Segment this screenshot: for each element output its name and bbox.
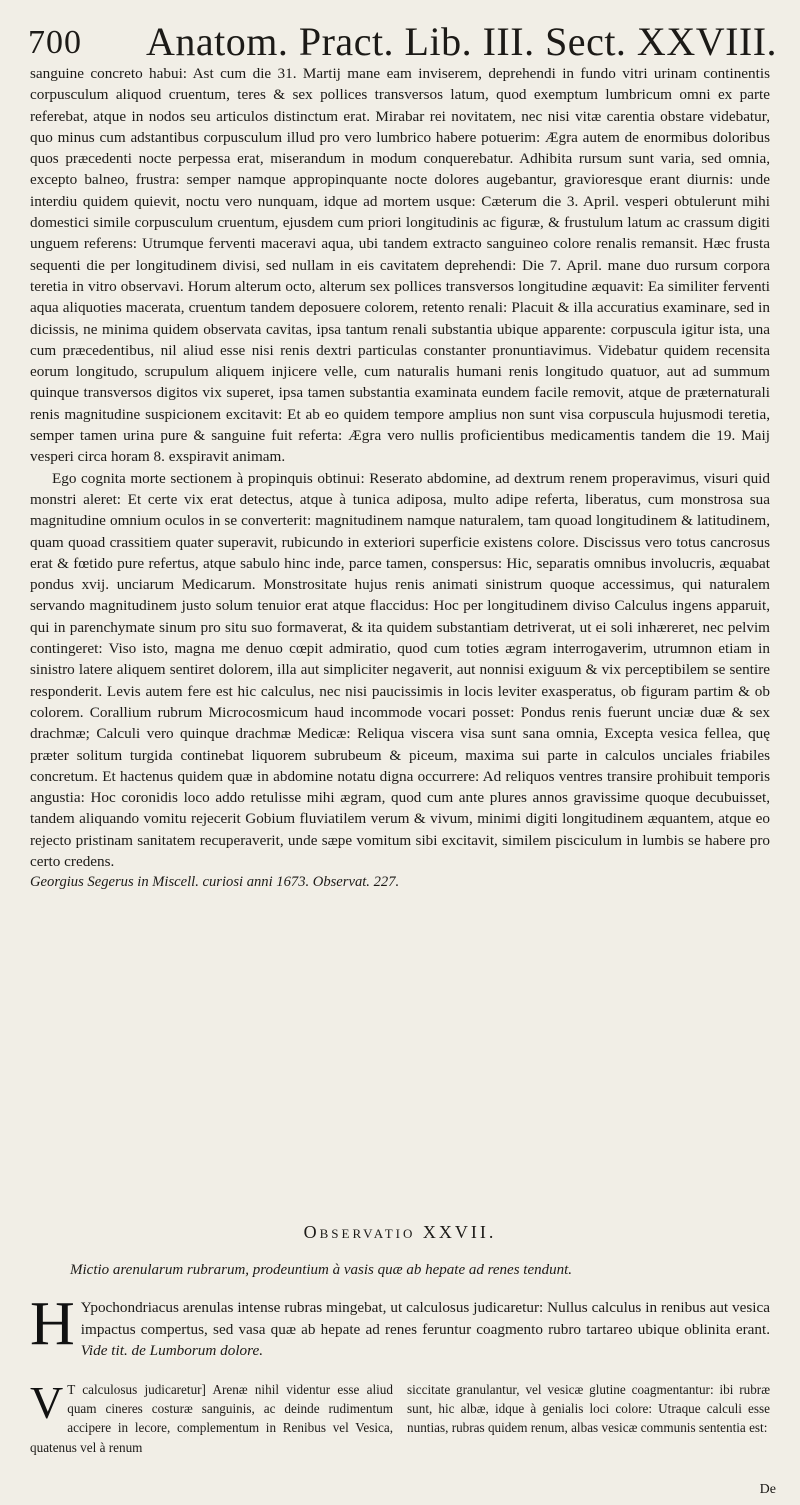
paragraph-continuation: sanguine concreto habui: Ast cum die 31. Martij mane eam inviserem, deprehendi in fundo vitri urinam continentis corpusculum aliquod cruentum, teres & sex pollices transversos latum, quod exemptum lumbricum omni ex parte referebat, atque in nodos seu articulos distinctum erat. Mirabar rei novitatem, nec nisi vitæ carentia obstare videbatur, quo minus cum adstantibus corpusculum illud pro vero lumbrico habere potuerim: Ægra autem de enormibus doloribus quos præcedenti nocte perpessa erat, miserandum in modum conquerebatur. Adhibita rursum sunt varia, sed omnia, excepto balneo, frustra: semper namque appropinquante nocte dolores augebantur, gravioresque erant diurnis: unde interdiu quidem quievit, noctu vero nunquam, idque ad mortem usque: Cæterum die 3. April. vesperi obtulerunt mihi domestici simile corpusculum cruentum, ejusdem cum priori longitudinis ac figuræ, & frustulum latum ac crassum digiti unguem referens: Utrumque ferventi maceravi aqua, ubi tandem extracto sanguineo colore renalis remansit. Hæc frusta sequenti die per longitudinem divisi, sed nullam in eis cavitatem deprehendi: Die 7. April. mane duo rursum corpora teretia in vitro observavi. Horum alterum octo, alterum sex pollices transversos longitudine æquavit: Ea similiter ferventi aqua aliquoties macerata, cruentum tandem deposuere colorem, retento renali: Placuit & illa accuratius examinare, sed in dicissis, ne minima quidem observata cavitas, ipsa tantum renali substantia ubique apparente: corpuscula igitur ista, una cum præcedentibus, nil aliud esse nisi renis dextri particulas constanter pronuntiavimus. Videbatur quidem recensita eorum longitudo, scrupulum aliquem injicere velle, cum naturalis humani renis longitudo quatuor, aut ad summum quinque transversos digitos vix superet, ipsa tamen substantia examinata eundem facile removit, atque de præternaturali renis magnitudine suspicionem excitavit: Et ab eo quidem tempore amplius non sunt visa corpuscula hujusmodi teretia, semper tamen urina pure & sanguine fuit referta: Ægra vero nullis proficientibus medicamentis tandem die 19. Maij vesperi circa horam 8. exspiravit animam. bbox=[30, 65, 770, 466]
cross-reference: Vide tit. de Lumborum dolore. bbox=[80, 1342, 264, 1359]
paragraph-dissection: Ego cognita morte sectionem à propinquis obtinui: Reserato abdomine, ad dextrum renem properavimus, visuri quid monstri aleret: Et certe vix erat detectus, atque à tunica adiposa, multo adipe referta, liberatus, cum monstrosa sua magnitudine omnium oculos in se converterit: magnitudinem namque naturalem, tam quoad longitudinem & latitudinem, quam quoad crassitiem quater superavit, rubicundo in exteriori superficie existens colore. Discissus vero totus cancrosus erat & fœtido pure refertus, atque sabulo hinc inde, parce tamen, conspersus: Hic, separatis omnibus involucris, æquabat pondus xvij. unciarum Medicarum. Monstrositate hujus renis animati sinistrum quoque accessimus, qui naturalem servando magnitudinem justo solum tenuior erat atque flaccidus: Hoc per longitudinem diviso Calculus ingens apparuit, qui in parenchymate sinum pro situ suo formaverat, & ita quidem substantiam detriverat, ut ei soli inhæreret, nec pelvim contingeret: Viso isto, magna me denuo cœpit admiratio, quod cum toties ægram interrogaverim, utrumnon etiam in sinistro latere aliquem sentiret dolorem, illa aut simpliciter negaverit, aut nonnisi exiguum & vix perceptibilem se sentire responderit. Levis autem fere est hic calculus, nec nisi paucissimis in locis leviter exasperatus, ob figuram partim & ob colorem. Corallium rubrum Microcosmicum haud incommode vocari posset: Pondus renis fuerunt unciæ duæ & sex drachmæ; Calculi vero quinque drachmæ Medicæ: Reliqua viscera visa sunt sana omnia, Excepta vesica fellea, quę præter solitum turgida continebat liquorem subrubeum & piceum, maxima sui parte in calculos unciales friabiles concretum. Et hactenus quidem quæ in abdomine notatu digna occurrere: Ad reliquos ventres transire prohibuit temporis angustia: Hoc coronidis loco addo retulisse mihi ægram, quod cum ante plures annos gravissime quoque decubuisset, tandem aliquando vomitu rejecerit Gobium fluviatilem verum & vivum, minimi digiti longitudinem æquantem, atque eo rejecto pristinam sanitatem recuperaverit, unde sæpe vomitum sibi excitavit, similem pisciculum in lumbis se habere pro certo credens. bbox=[30, 469, 770, 870]
commentary-notes bbox=[30, 1377, 770, 1457]
running-head: Anatom. Pract. Lib. III. Sect. XXVIII. bbox=[146, 19, 778, 64]
observation-title: Observatio XXVII. bbox=[303, 1222, 497, 1242]
catchword: De bbox=[759, 1482, 776, 1497]
page-number: 700 bbox=[28, 24, 82, 61]
observation-dropcap: H bbox=[30, 1290, 75, 1358]
notes-dropcap: V bbox=[30, 1377, 64, 1428]
observation-subtitle: Mictio arenularum rubrarum, prodeuntium à vasis quæ ab hepate ad renes tendunt. bbox=[70, 1262, 573, 1278]
main-text bbox=[30, 63, 770, 894]
notes-left-text: T calculosus judicaretur] Arenæ nihil videntur esse aliud quam cineres costuræ sanguinis, ac deinde rudimentum accipere in lecore, complementum in Renibus vel Vesica, quatenus vel à renum bbox=[30, 1382, 393, 1455]
observation-text bbox=[30, 1290, 770, 1362]
observation-body: Ypochondriacus arenulas intense rubras mingebat, ut calculosus judicaretur: Nullus calculus in renibus aut vesica impactus compertus, sed vasa quæ ab hepate ad renes feruntur coagmento rubro tartareo ubique oblinita erant. bbox=[80, 1299, 770, 1338]
notes-right-text: siccitate granulantur, vel vesicæ glutine coagmentantur: ibi rubræ sunt, hic albæ, idque à genialis loci colore: Utraque calculi esse nuntias, rubras quidem renum, albas vesicæ communis sententia est: bbox=[407, 1382, 770, 1436]
notes-column-left bbox=[30, 1377, 393, 1457]
notes-column-right bbox=[407, 1380, 770, 1457]
source-citation: Georgius Segerus in Miscell. curiosi anni 1673. Observat. 227. bbox=[30, 874, 400, 891]
